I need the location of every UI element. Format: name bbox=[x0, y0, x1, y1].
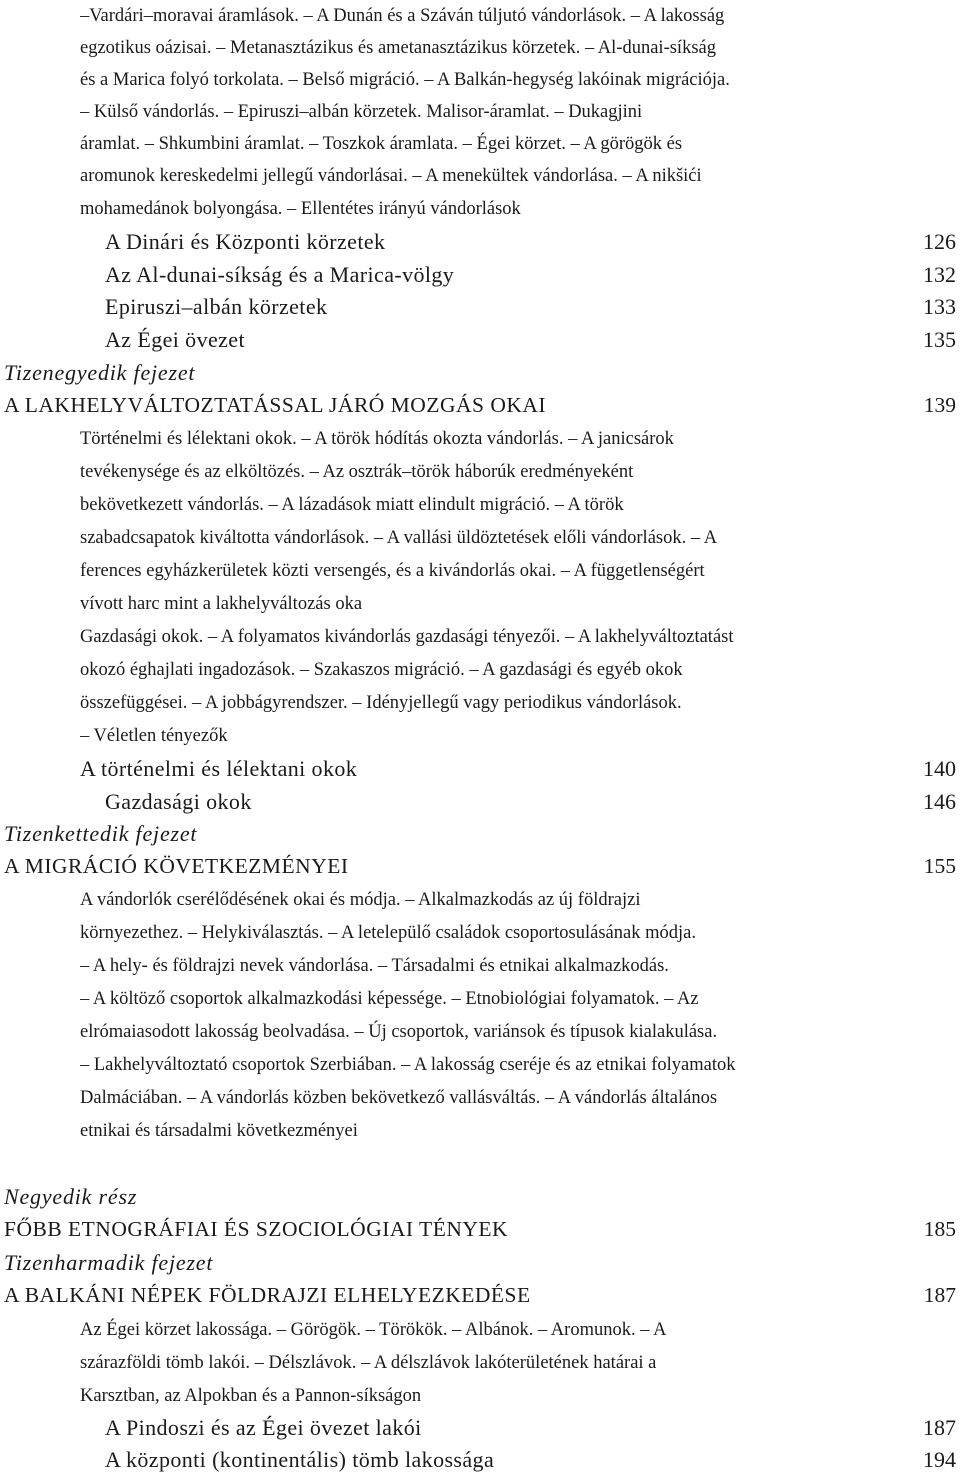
toc-entry[interactable] bbox=[105, 225, 958, 258]
chapter-title: A LAKHELYVÁLTOZTATÁSSAL JÁRÓ MOZGÁS OKAI bbox=[4, 393, 547, 417]
toc-entry-page: 187 bbox=[923, 1415, 956, 1440]
summary-line: környezethez. – Helykiválasztás. – A letelepülő családok csoportosulásának módja. bbox=[80, 923, 696, 943]
toc-entry[interactable] bbox=[80, 752, 958, 785]
toc-entry-page: 194 bbox=[923, 1447, 956, 1472]
summary-line: –Vardári–moravai áramlások. – A Dunán és a Száván túljutó vándorlások. – A lakosság bbox=[80, 6, 725, 26]
toc-entry-page: 140 bbox=[923, 756, 956, 781]
toc-entry-title: A Dinári és Központi körzetek bbox=[105, 229, 386, 254]
toc-entry[interactable] bbox=[105, 258, 958, 291]
summary-line: Az Égei körzet lakossága. – Görögök. – Törökök. – Albánok. – Aromunok. – A bbox=[80, 1320, 667, 1340]
summary-line: okozó éghajlati ingadozások. – Szakaszos migráció. – A gazdasági és egyéb okok bbox=[80, 660, 683, 680]
summary-line: vívott harc mint a lakhelyváltozás oka bbox=[80, 594, 363, 614]
chapter-label: Tizenharmadik fejezet bbox=[4, 1250, 214, 1275]
summary-line: – Véletlen tényezők bbox=[80, 726, 228, 746]
summary-line: mohamedánok bolyongása. – Ellentétes irányú vándorlások bbox=[80, 199, 521, 219]
toc-entry-title: A Pindoszi és az Égei övezet lakói bbox=[105, 1415, 422, 1440]
part-page: 185 bbox=[923, 1217, 956, 1241]
summary-line: – Külső vándorlás. – Epiruszi–albán körzetek. Malisor-áramlat. – Dukagjini bbox=[80, 102, 643, 122]
summary-line: bekövetkezett vándorlás. – A lázadások miatt elindult migráció. – A török bbox=[80, 495, 624, 515]
summary-line: Történelmi és lélektani okok. – A török hódítás okozta vándorlás. – A janicsárok bbox=[80, 429, 674, 449]
toc-entry-title: Gazdasági okok bbox=[105, 789, 252, 814]
toc-entry-title: A történelmi és lélektani okok bbox=[80, 756, 358, 781]
chapter-heading[interactable] bbox=[4, 1279, 958, 1312]
toc-entry-title: Az Al-dunai-síkság és a Marica-völgy bbox=[105, 262, 455, 287]
summary-line: Karsztban, az Alpokban és a Pannon-síkságon bbox=[80, 1386, 422, 1406]
summary-line: etnikai és társadalmi következményei bbox=[80, 1121, 358, 1141]
chapter-heading[interactable] bbox=[4, 389, 958, 422]
chapter-title: A MIGRÁCIÓ KÖVETKEZMÉNYEI bbox=[4, 854, 349, 878]
chapter-page: 139 bbox=[923, 393, 956, 417]
summary-line: összefüggései. – A jobbágyrendszer. – Idényjellegű vagy periodikus vándorlások. bbox=[80, 693, 682, 713]
summary-line: egzotikus oázisai. – Metanasztázikus és ametanasztázikus körzetek. – Al-dunai-síkság bbox=[80, 38, 716, 58]
toc-entry[interactable] bbox=[105, 1411, 958, 1444]
toc-entry-page: 133 bbox=[923, 294, 956, 319]
summary-line: ferences egyházkerületek közti versengés, és a kivándorlás okai. – A függetlenségért bbox=[80, 561, 705, 581]
toc-entry[interactable] bbox=[105, 323, 958, 356]
chapter-page: 187 bbox=[923, 1283, 956, 1307]
summary-line: tevékenysége és az elköltözés. – Az osztrák–török háborúk eredményeként bbox=[80, 462, 634, 482]
summary-line: elrómaiasodott lakosság beolvadása. – Új csoportok, variánsok és típusok kialakulása. bbox=[80, 1022, 718, 1042]
toc-entry[interactable] bbox=[105, 290, 958, 323]
part-label: Negyedik rész bbox=[4, 1184, 138, 1209]
toc-entry-page: 126 bbox=[923, 229, 956, 254]
summary-line: áramlat. – Shkumbini áramlat. – Toszkok áramlata. – Égei körzet. – A görögök és bbox=[80, 134, 683, 154]
toc-entry[interactable] bbox=[105, 1443, 958, 1476]
summary-line: – Lakhelyváltoztató csoportok Szerbiában. – A lakosság cseréje és az etnikai folyamatok bbox=[80, 1055, 736, 1075]
summary-line: Gazdasági okok. – A folyamatos kivándorlás gazdasági tényezői. – A lakhelyváltoztatást bbox=[80, 627, 734, 647]
chapter-page: 155 bbox=[923, 854, 956, 878]
summary-line: aromunok kereskedelmi jellegű vándorlásai. – A menekültek vándorlása. – A nikšići bbox=[80, 166, 702, 186]
toc-entry-title: A központi (kontinentális) tömb lakossága bbox=[105, 1447, 495, 1472]
chapter-label: Tizenkettedik fejezet bbox=[4, 821, 198, 846]
summary-line: Dalmáciában. – A vándorlás közben bekövetkező vallásváltás. – A vándorlás általános bbox=[80, 1088, 718, 1108]
part-title: FŐBB ETNOGRÁFIAI ÉS SZOCIOLÓGIAI TÉNYEK bbox=[4, 1217, 509, 1241]
summary-line: szárazföldi tömb lakói. – Délszlávok. – A délszlávok lakóterületének határai a bbox=[80, 1353, 657, 1373]
toc-entry-title: Epiruszi–albán körzetek bbox=[105, 294, 328, 319]
toc-entry-page: 132 bbox=[923, 262, 956, 287]
summary-line: – A hely- és földrajzi nevek vándorlása. – Társadalmi és etnikai alkalmazkodás. bbox=[80, 956, 669, 976]
chapter-label: Tizenegyedik fejezet bbox=[4, 360, 196, 385]
chapter-heading[interactable] bbox=[4, 850, 958, 883]
toc-entry[interactable] bbox=[105, 785, 958, 818]
part-heading[interactable] bbox=[4, 1213, 958, 1246]
summary-line: és a Marica folyó torkolata. – Belső migráció. – A Balkán-hegység lakóinak migrációja. bbox=[80, 70, 730, 90]
summary-line: A vándorlók cserélődésének okai és módja. – Alkalmazkodás az új földrajzi bbox=[80, 890, 641, 910]
toc-entry-page: 146 bbox=[923, 789, 956, 814]
toc-entry-page: 135 bbox=[923, 327, 956, 352]
summary-line: szabadcsapatok kiváltotta vándorlások. – A vallási üldöztetések előli vándorlások. – A bbox=[80, 528, 718, 548]
toc-entry-title: Az Égei övezet bbox=[105, 327, 245, 352]
summary-line: – A költöző csoportok alkalmazkodási képessége. – Etnobiológiai folyamatok. – Az bbox=[80, 989, 699, 1009]
chapter-title: A BALKÁNI NÉPEK FÖLDRAJZI ELHELYEZKEDÉSE bbox=[4, 1283, 531, 1307]
